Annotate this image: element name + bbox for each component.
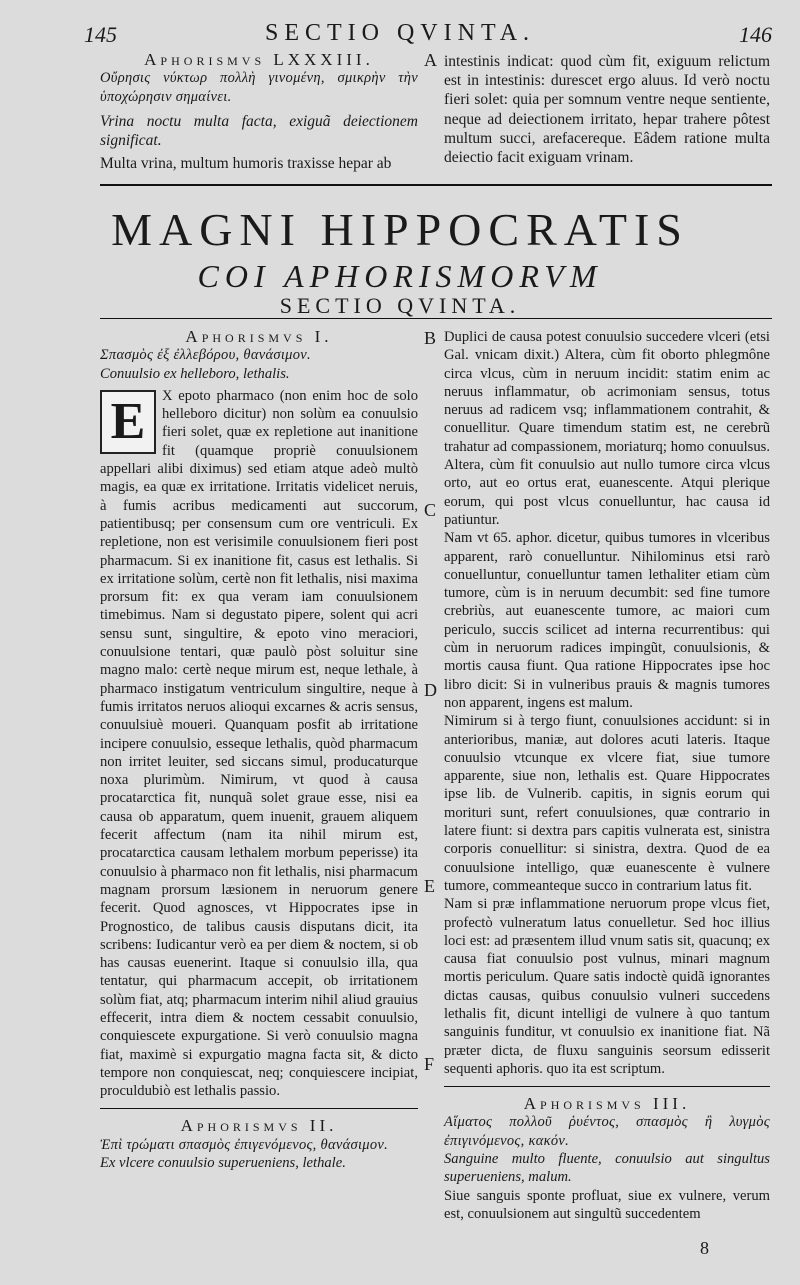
left-page-number: 145	[84, 22, 117, 47]
right-page-number: 146	[739, 22, 772, 47]
latin-aphorism: Ex vlcere conuulsio superueniens, lethale.	[100, 1155, 346, 1172]
section-divider	[100, 1108, 418, 1109]
commentary-text: Nimirum si à tergo fiunt, conuulsiones accidunt: si in anterioribus, maniæ, aut dolores acuti lateris. Itaque conuulsio vtcunque ex vlcere fiat, siue tumore apparente, siue non, lethalis est. Quare Hippocrates ipse lib. de Vulnerib. capitis, in signis eorum qui morituri sunt, refert conuulsiones, quæ contrario in latere fiunt: si dextra pars capitis vulnerata est, sinistra corporis conuellitur: si sinistra, dextra. Quod de ea conuulsione intelligo, quæ euanescente è vulnere tumore, commeanteque succo in contrarium latus fit.	[444, 713, 770, 894]
decorated-initial: E	[100, 390, 156, 454]
aphorism-heading: Aphorismvs LXXXIII.	[144, 50, 374, 69]
sub-title: COI APHORISMORVM	[197, 258, 603, 294]
top-right-block	[444, 52, 770, 167]
margin-marker-e: E	[424, 876, 435, 896]
greek-text: Αἵματος πολλοῦ ῥυέντος, σπασμὸς ἢ λυγμὸς ἐπιγινόμενος, κακόν.	[444, 1114, 770, 1149]
aphorism-heading: Aphorismvs III.	[523, 1094, 691, 1114]
top-left-block	[100, 50, 418, 173]
horizontal-rule	[100, 184, 772, 186]
margin-marker-d: D	[424, 680, 437, 700]
latin-aphorism: Sanguine multo fluente, conuulsio aut singultus superueniens, malum.	[444, 1151, 770, 1186]
commentary-text: Multa vrina, multum humoris traxisse hepar ab	[100, 155, 392, 173]
latin-aphorism: Conuulsio ex helleboro, lethalis.	[100, 365, 290, 382]
latin-aphorism: Vrina noctu multa facta, exiguã deiectionem significat.	[100, 112, 418, 149]
commentary-text: intestinis indicat: quod cùm fit, exiguum relictum est in intestinis: durescet ergo aluus. Id verò noctu fieri solet: quia per somnum ventre neque sentiente, neque ad deiectionem irritato, hepar trahere pôtest multum succi, arefacereque. Eâdem ratione multa deiectio facit exiguam vrinam.	[444, 53, 770, 167]
section-title: SECTIO QVINTA.	[279, 293, 521, 318]
commentary-text: E X epoto pharmaco (non enim hoc de solo helleboro dicitur) non solùm ea conuulsio fieri solet, quæ ex repletione aut inanitione fit (quamque propriè conuulsionem appellari alibi diximus) sed etiam atque adeò multò magis, ea quæ ex irritatione. Irritatis videlicet neruis, à fumis acribus medicamenti aut succorum, patientibusq; per consensum cum ore ventriculi. Ex repletione, non est verisimile conuulsionem fieri post pharmacum. Si ex inanitione fit, casus est lethalis. Si ex irritatione solùm, certè non fit lethalis, nisi maxima prorsum fit: ex qua veram iam conuulsionem timebimus. Nam si degustato pipere, solent qui acri sensu sunt, singultire, & epoto vino meraciori, conuulsione tentari, quæ paulò pòst soluitur sine magno malo: certè neque mirum est, neque lethale, à pharmaco instigatum ventriculum singultire, neque à fumis irritatos neruos alioqui excarnes & acris sensus, conuulsiuè moueri. Quanquam posfit ab irritatione incipere conuulsio, esseque lethalis, quòd pharmacum non irritet leuiter, sed siccans simul, producaturque noxa plurimùm. Nimirum, vt quod à causa procatarctica fit, nunquã solet graue esse, nisi ea causa ob apparatum, quem inuenit, grauem aliquem fecerit affectum (nam ita nihil mirum est, procatarctica causam lethalem morbum peperisse) ita conuulsio à pharmaco non fit lethalis, nisi pharmacum magnam prorsum læsionem in neruorum genere fecerit. Quod agnosces, vt Hippocrates ipse in Prognostico, de talibus causis disputans dicit, ita scribens: Iudicantur verò ea per diem & noctem, si ob has causas euenerint. Itaque si conuulsio illa, qua tentatur, qui pharmacum accepit, ob irritationem solùm fiat, atq; pharmacum interim nihil aliud grauius effecerit, intra diem & noctem cessabit conuulsio, conquiescete expurgatione. Si verò conuulsio magna fiat, maximè si expurgatio magna facta sit, & dicto tempore non conquiescat, neq; conquiescere incipiat, proculdubiò est lethalis passio.	[100, 387, 418, 1100]
commentary-text: Nam si præ inflammatione neruorum prope vlcus fiet, profectò vulneratum latus conuelletur. Sed hoc illius loci est: ad præsentem illud vnum satis sit, quacunq; ex causa fiat conuulsio post vulnus, minari magnum mortis periculum. Quare satis indoctè quidã ignorantes dictas causas, quibus conuulsio vulneri succedens lethalis fit, dicunt intelligi de vulnere à quo tantum sanguinis funditur, vt conuulsio ex inanitione fiat. Nã præter dicta, de fluxu sanguinis seorsum edisserit sequenti aphoris. quo ita est scriptum.	[444, 896, 770, 1077]
running-title: SECTIO QVINTA.	[264, 20, 536, 46]
margin-marker-c: C	[424, 500, 437, 520]
margin-marker-a: A	[424, 50, 437, 70]
right-column	[444, 328, 770, 1223]
margin-marker-b: B	[424, 328, 437, 348]
margin-marker-f: F	[424, 1054, 435, 1074]
commentary-text: Siue sanguis sponte profluat, siue ex vulnere, verum est, conuulsionem aut singultũ succedentem	[444, 1187, 770, 1222]
running-head	[0, 18, 800, 48]
horizontal-rule	[100, 318, 772, 319]
signature-mark: 8	[700, 1238, 709, 1258]
greek-text: Ἐπὶ τρώματι σπασμὸς ἐπιγενόμενος, θανάσιμον.	[100, 1136, 389, 1153]
main-title: MAGNI HIPPOCRATIS	[111, 204, 689, 255]
left-column	[100, 328, 418, 1172]
greek-text: Σπασμὸς ἐξ ἐλλεβόρου, θανάσιμον.	[100, 347, 311, 364]
aphorism-heading: Aphorismvs II.	[180, 1116, 338, 1136]
commentary-text: Nam vt 65. aphor. dicetur, quibus tumores in vlceribus apparent, rarò conuelluntur. Nihilominus etsi rarò conuelluntur, conuelluntur tamen lethaliter etiam cùm tumore, cùm is in neruum decumbit: sed fine tumore crebriùs, aut euanescente tumore, ac maiori cum periculo, succis scilicet ad interna recurrentibus: qui cùm in neruorum radices impingũt, conuulsionis, & mortis causa fiunt. Qua ratione Hippocrates ipse hoc libro dicit: Si in vulneribus prauis & magnis tumores non apparent, ingens est malum.	[444, 530, 770, 711]
greek-text: Οὔρησις νύκτωρ πολλὴ γινομένη, σμικρὴν τὴν ὑποχώρησιν σημαίνει.	[100, 70, 418, 106]
aphorism-heading: Aphorismvs I.	[185, 327, 333, 346]
commentary-text: Duplici de causa potest conuulsio succedere vlceri (etsi Gal. vnicam dixit.) Altera, cùm fit oborto phlegmône circa vlcus, cùm in neruum incidit: statim enim ac neruus inflammatur, ob acrimoniam sensus, totus neruus ad radicem vsq; inflammationem contrahit, & conuellitur. Quare timendum statim est, ne cerebrũ trahatur ad compassionem, moriaturq; homo conuulsus. Altera, cùm fit conuulsio aut nullo tumore circa vlcus orto, aut eo ortus erat, euanescente. Atqui plerique eorum, qui post vlcus conuelluntur, hac causa id patiuntur.	[444, 329, 770, 528]
section-divider	[444, 1086, 770, 1087]
